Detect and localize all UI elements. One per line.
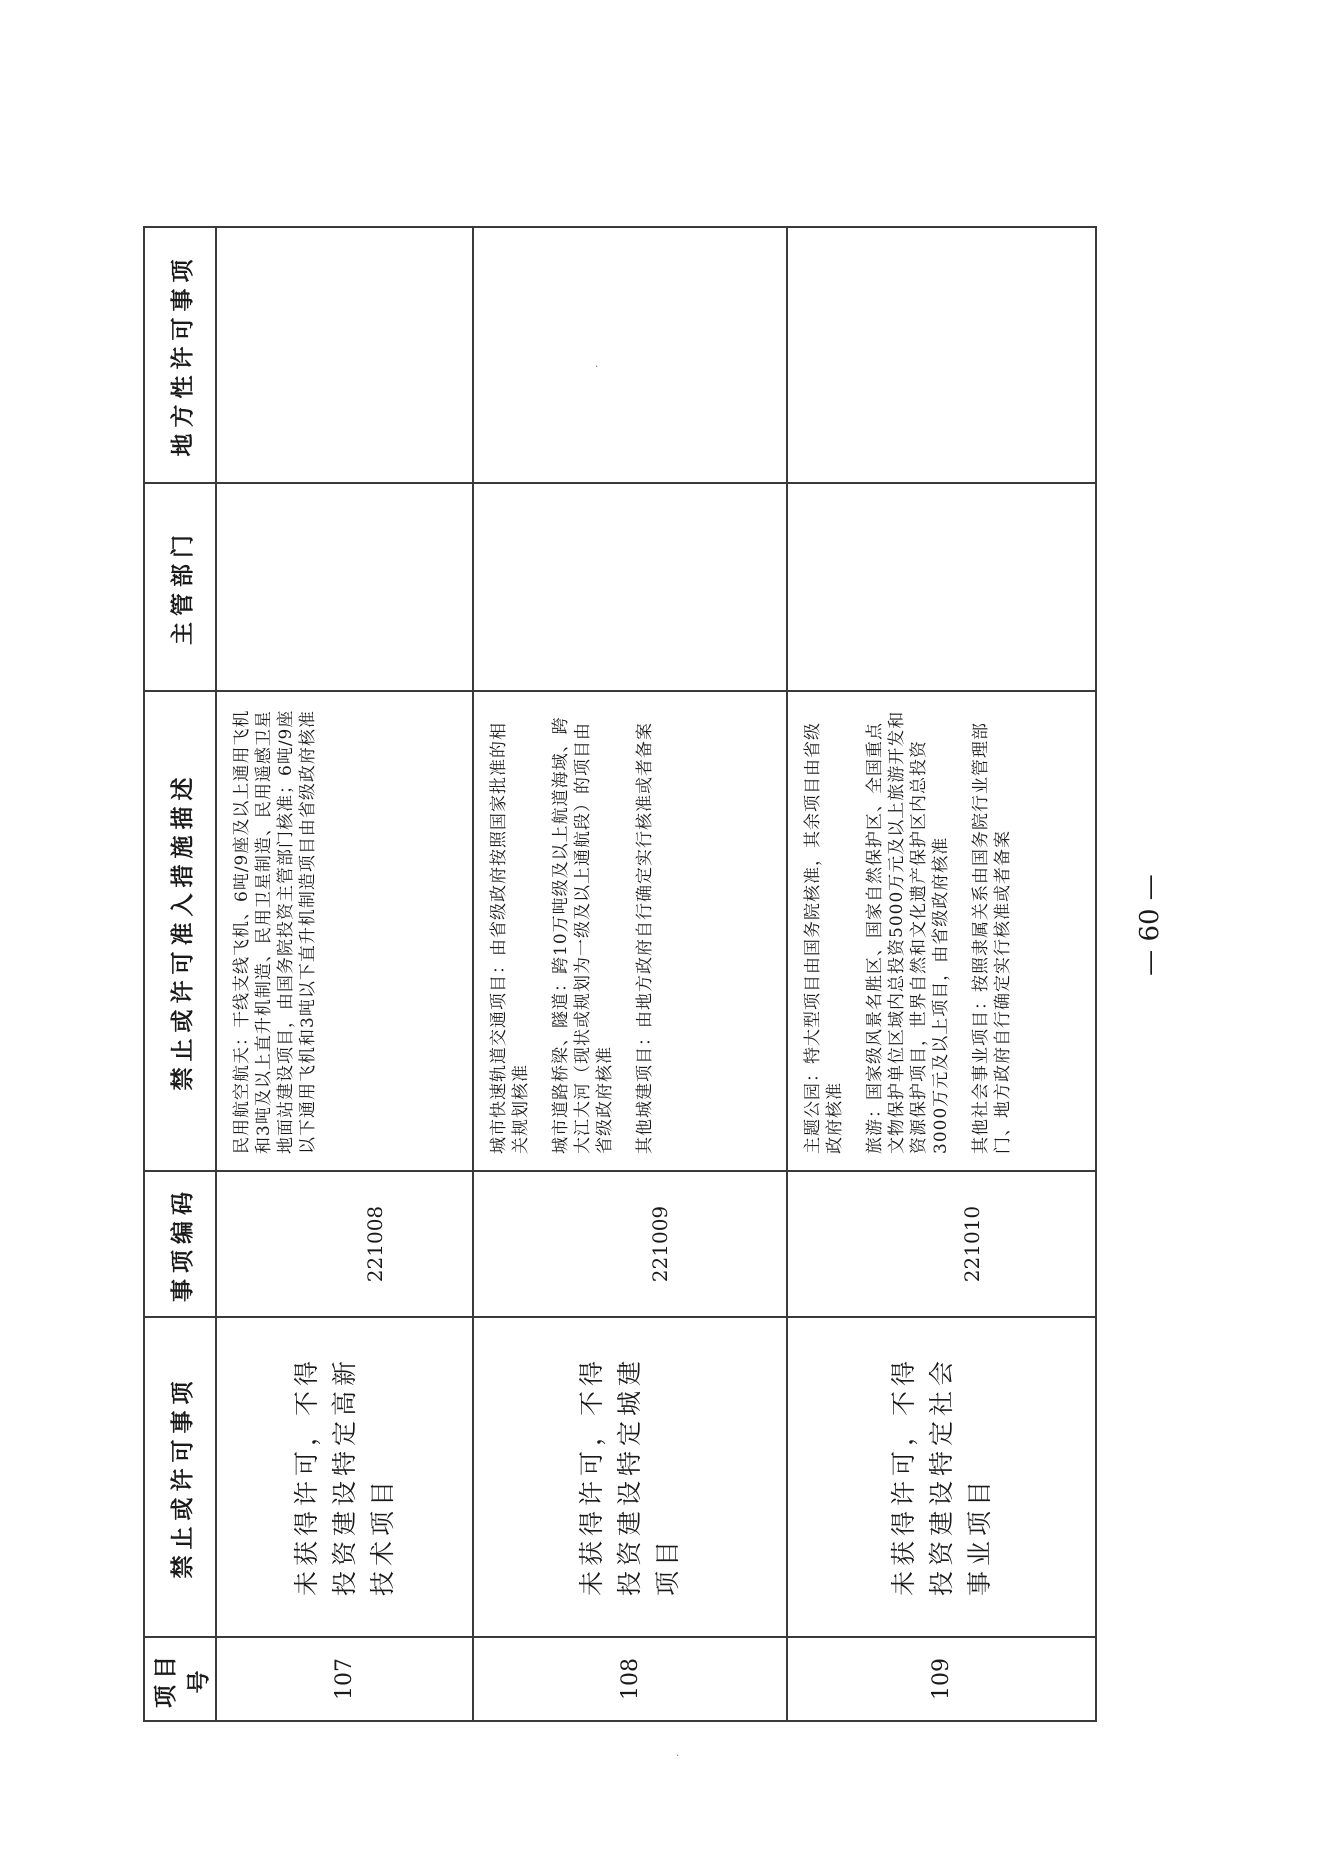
item-code: 221008 <box>216 1171 473 1317</box>
permit-item: 未获得许可，不得投资建设特定高新技术项目 <box>216 1317 473 1637</box>
department-cell <box>787 483 1096 691</box>
measure-description <box>473 691 787 1171</box>
local-permit-cell <box>787 227 1096 483</box>
page-number: — 60 — <box>1135 874 1165 976</box>
local-permit-cell <box>473 227 787 483</box>
rotated-table-frame <box>143 228 1093 1722</box>
permit-table <box>143 226 1097 1722</box>
permit-item: 未获得许可，不得投资建设特定城建项目 <box>473 1317 787 1637</box>
description-paragraph: 旅游：国家级风景名胜区、国家自然保护区、全国重点文物保护单位区域内总投资5000万元及以上旅游开发和资源保护项目，世界自然和文化遗产保护区内总投资3000万元及以上项目，由省级政府核准 <box>865 710 951 1154</box>
header-department: 主管部门 <box>144 483 216 691</box>
description-paragraph: 主题公园：特大型项目由国务院核准，其余项目由省级政府核准 <box>803 722 845 1154</box>
header-description: 禁止或许可准入措施描述 <box>144 691 216 1171</box>
table-header-row <box>144 227 216 1721</box>
item-code: 221009 <box>473 1171 787 1317</box>
description-paragraph: 民用航空航天：干线支线飞机、6吨/9座及以上通用飞机和3吨及以上直升机制造、民用卫星制造、民用遥感卫星地面站建设项目，由国务院投资主管部门核准；6吨/9座以下通用飞机和3吨以下直升机制造项目由省级政府核准 <box>232 709 318 1154</box>
header-project-no: 项目号 <box>144 1637 216 1721</box>
table-row <box>473 227 787 1721</box>
scan-speck: · <box>676 1751 680 1762</box>
project-no: 108 <box>473 1637 787 1721</box>
table-row <box>787 227 1096 1721</box>
header-local-permit: 地方性许可事项 <box>144 227 216 483</box>
description-paragraph: 城市快速轨道交通项目：由省级政府按照国家批准的相关规划核准 <box>489 722 531 1154</box>
description-paragraph: 其他城建项目：由地方政府自行确定实行核准或者备案 <box>635 722 655 1154</box>
header-code: 事项编码 <box>144 1171 216 1317</box>
measure-description <box>787 691 1096 1171</box>
description-paragraph: 其他社会事业项目：按照隶属关系由国务院行业管理部门、地方政府自行确定实行核准或者备案 <box>971 722 1013 1154</box>
item-code: 221010 <box>787 1171 1096 1317</box>
department-cell <box>473 483 787 691</box>
table-row <box>216 227 473 1721</box>
project-no: 107 <box>216 1637 473 1721</box>
permit-item: 未获得许可，不得投资建设特定社会事业项目 <box>787 1317 1096 1637</box>
description-paragraph: 城市道路桥梁、隧道：跨10万吨级及以上航道海域、跨大江大河（现状或规划为一级及以上通航段）的项目由省级政府核准 <box>551 716 615 1154</box>
local-permit-cell <box>216 227 473 483</box>
department-cell <box>216 483 473 691</box>
project-no: 109 <box>787 1637 1096 1721</box>
header-item: 禁止或许可事项 <box>144 1317 216 1637</box>
measure-description <box>216 691 473 1171</box>
scan-speck: · <box>595 362 599 373</box>
